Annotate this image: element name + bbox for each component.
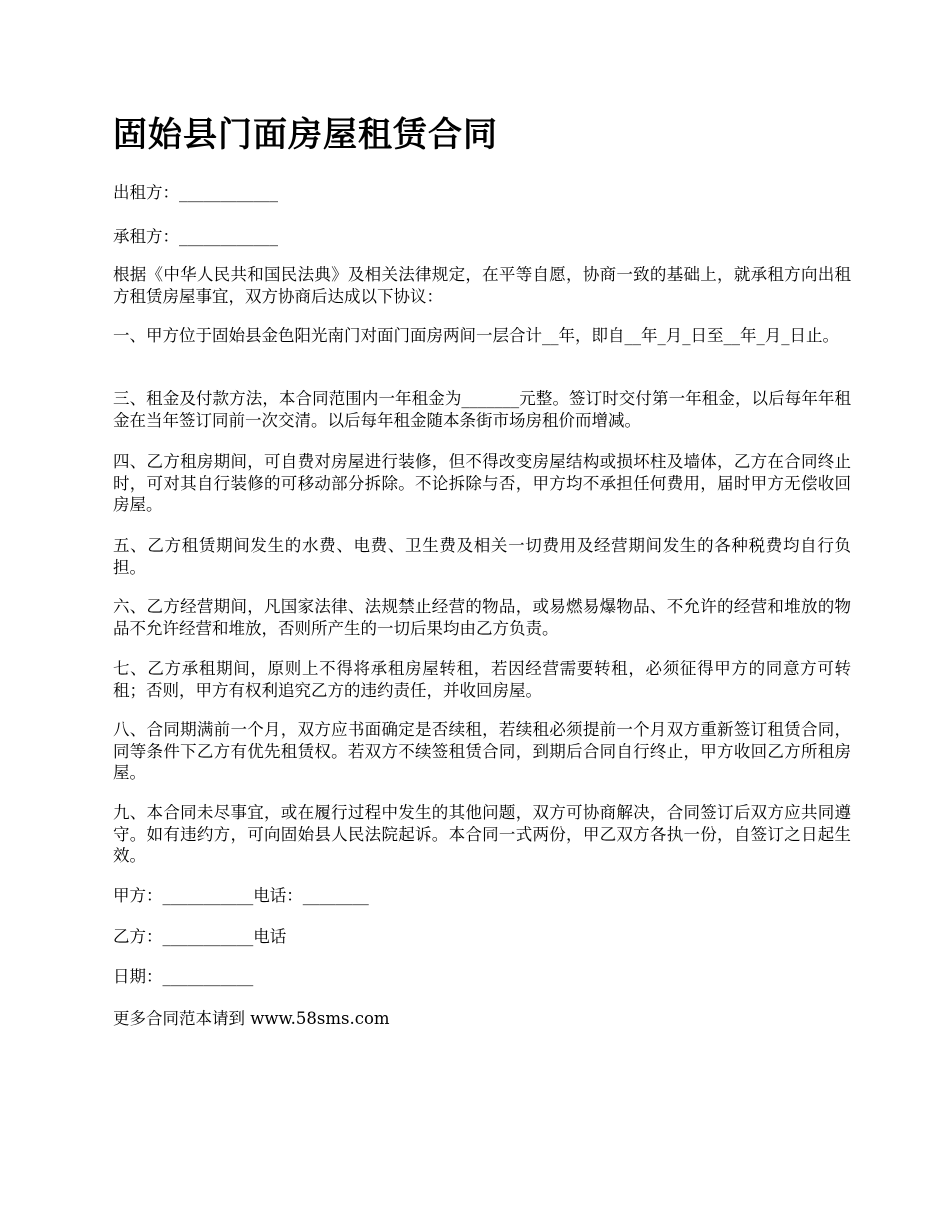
lessor-line: 出租方：____________	[113, 183, 278, 202]
clause-6-paragraph: 六、乙方经营期间，凡国家法律、法规禁止经营的物品，或易燃易爆物品、不允许的经营和堆放的物品不允许经营和堆放，否则所产生的一切后果均由乙方负责。	[113, 597, 851, 638]
clause-1-paragraph: 一、甲方位于固始县金色阳光南门对面门面房两间一层合计__年，即自__年_月_日至__年_月_日止。	[113, 326, 839, 345]
lessee-line: 承租方：____________	[113, 227, 278, 246]
party-b-signature-line: 乙方：___________电话	[113, 927, 287, 946]
clause-9-paragraph: 九、本合同未尽事宜，或在履行过程中发生的其他问题，双方可协商解决，合同签订后双方应共同遵守。如有违约方，可向固始县人民法院起诉。本合同一式两份，甲乙双方各执一份，自签订之日起生效。	[113, 803, 851, 865]
more-templates-note: 更多合同范本请到 www.58sms.com	[113, 1009, 390, 1028]
clause-3-paragraph: 三、租金及付款方法，本合同范围内一年租金为_______元整。签订时交付第一年租金，以后每年年租金在当年签订同前一次交清。以后每年租金随本条街市场房租价而增减。	[113, 389, 851, 430]
preamble-paragraph: 根据《中华人民共和国民法典》及相关法律规定，在平等自愿，协商一致的基础上，就承租方向出租方租赁房屋事宜，双方协商后达成以下协议：	[113, 265, 851, 306]
date-line: 日期：___________	[113, 967, 254, 986]
clause-8-paragraph: 八、合同期满前一个月，双方应书面确定是否续租，若续租必须提前一个月双方重新签订租赁合同，同等条件下乙方有优先租赁权。若双方不续签租赁合同，到期后合同自行终止，甲方收回乙方所租房屋。	[113, 720, 851, 782]
clause-7-paragraph: 七、乙方承租期间，原则上不得将承租房屋转租，若因经营需要转租，必须征得甲方的同意方可转租；否则，甲方有权利追究乙方的违约责任，并收回房屋。	[113, 659, 851, 700]
clause-5-paragraph: 五、乙方租赁期间发生的水费、电费、卫生费及相关一切费用及经营期间发生的各种税费均自行负担。	[113, 536, 851, 577]
clause-4-paragraph: 四、乙方租房期间，可自费对房屋进行装修，但不得改变房屋结构或损坏柱及墙体，乙方在合同终止时，可对其自行装修的可移动部分拆除。不论拆除与否，甲方均不承担任何费用，届时甲方无偿收回房屋。	[113, 452, 851, 514]
document-title: 固始县门面房屋租赁合同	[113, 115, 498, 155]
party-a-signature-line: 甲方：___________电话：________	[113, 886, 369, 905]
